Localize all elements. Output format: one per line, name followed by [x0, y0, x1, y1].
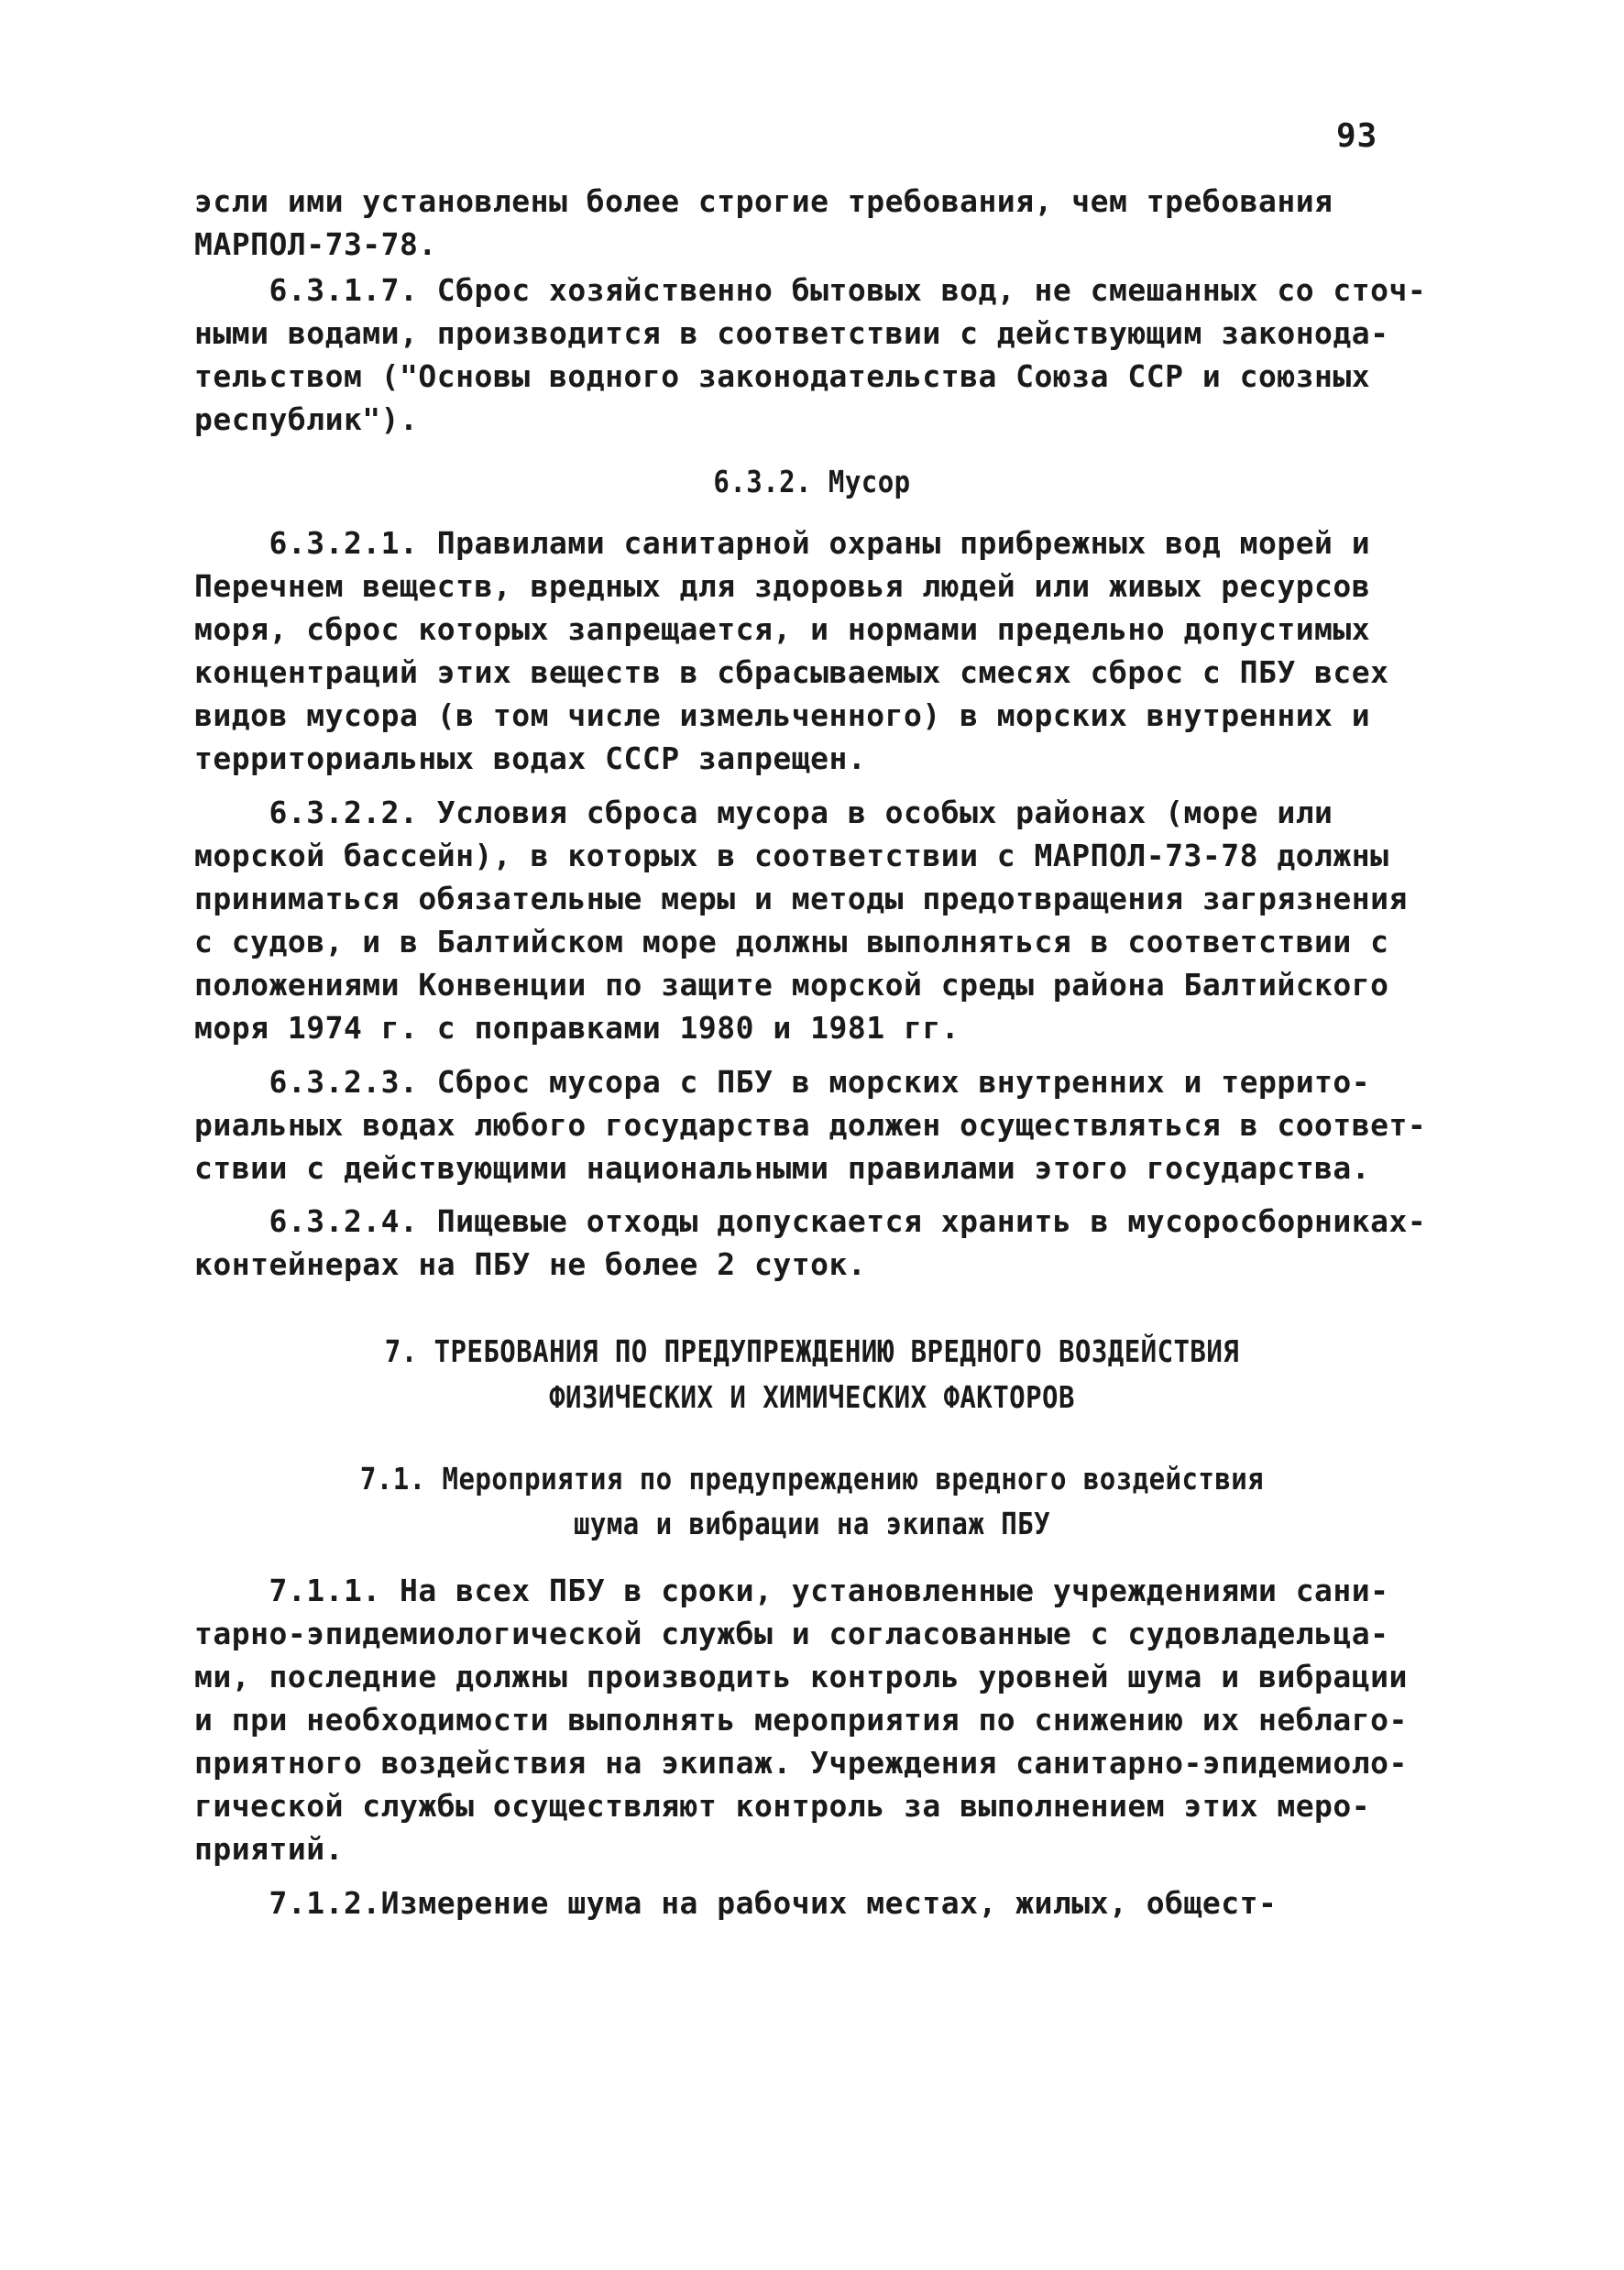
page-number: 93: [1336, 117, 1378, 155]
paragraph-6-3-2-3-line: ствии с действующими национальными правилами этого государства.: [194, 1150, 1371, 1186]
paragraph-6-3-2-1-line: 6.3.2.1. Правилами санитарной охраны прибрежных вод морей и: [194, 525, 1371, 561]
paragraph-7-1-2-line: 7.1.2.Измерение шума на рабочих местах, жилых, общест-: [194, 1885, 1278, 1921]
paragraph-6-3-2-1-line: Перечнем веществ, вредных для здоровья людей или живых ресурсов: [194, 568, 1371, 604]
paragraph-6-3-2-2-line: положениями Конвенции по защите морской среды района Балтийского: [194, 967, 1389, 1003]
paragraph-6-3-2-1-line: территориальных водах СССР запрещен.: [194, 740, 867, 776]
paragraph-7-1-1-line: и при необходимости выполнять мероприятия по снижению их неблаго-: [194, 1702, 1408, 1738]
paragraph-6-3-2-4-line: контейнерах на ПБУ не более 2 суток.: [194, 1246, 867, 1282]
paragraph-6-3-1-7-line: тельством ("Основы водного законодательства Союза ССР и союзных: [194, 358, 1371, 394]
paragraph-7-1-1-line: ми, последние должны производить контроль уровней шума и вибрации: [194, 1659, 1408, 1694]
paragraph-6-3-2-3-line: риальных водах любого государства должен осуществляться в соответ-: [194, 1107, 1427, 1143]
section-heading-7-1: 7.1. Мероприятия по предупреждению вредного воздействия: [359, 1461, 1265, 1497]
paragraph-6-3-1-7-line: республик").: [194, 401, 419, 437]
section-heading-6-3-2: 6.3.2. Мусор: [713, 464, 911, 499]
chapter-heading-7: 7. ТРЕБОВАНИЯ ПО ПРЕДУПРЕЖДЕНИЮ ВРЕДНОГО ВОЗДЕЙСТВИЯ: [384, 1333, 1240, 1369]
paragraph-7-1-1-line: тарно-эпидемиологической службы и согласованные с судовладельца-: [194, 1616, 1389, 1651]
paragraph-7-1-1-line: приятного воздействия на экипаж. Учреждения санитарно-эпидемиоло-: [194, 1745, 1408, 1781]
paragraph-6-3-2-2-line: моря 1974 г. с поправками 1980 и 1981 гг.: [194, 1010, 960, 1046]
chapter-heading-7: ФИЗИЧЕСКИХ И ХИМИЧЕСКИХ ФАКТОРОВ: [549, 1379, 1075, 1415]
paragraph-6-3-2-3-line: 6.3.2.3. Сброс мусора с ПБУ в морских внутренних и террито-: [194, 1064, 1371, 1100]
paragraph-6-3-1-7-line: ными водами, производится в соответствии с действующим законода-: [194, 315, 1389, 351]
paragraph-7-1-1-line: 7.1.1. На всех ПБУ в сроки, установленные учреждениями сани-: [194, 1573, 1389, 1608]
text-line: МАРПОЛ-73-78.: [194, 226, 437, 262]
paragraph-6-3-2-2-line: морской бассейн), в которых в соответствии с МАРПОЛ-73-78 должны: [194, 838, 1389, 873]
section-heading-7-1: шума и вибрации на экипаж ПБУ: [573, 1506, 1051, 1541]
paragraph-7-1-1-line: гической службы осуществляют контроль за выполнением этих меро-: [194, 1788, 1371, 1824]
paragraph-6-3-2-1-line: видов мусора (в том числе измельченного) в морских внутренних и: [194, 697, 1371, 733]
paragraph-6-3-1-7-line: 6.3.1.7. Сброс хозяйственно бытовых вод, не смешанных со сточ-: [194, 272, 1427, 308]
paragraph-6-3-2-1-line: концентраций этих веществ в сбрасываемых смесях сброс с ПБУ всех: [194, 654, 1389, 690]
paragraph-6-3-2-1-line: моря, сброс которых запрещается, и нормами предельно допустимых: [194, 611, 1371, 647]
paragraph-6-3-2-4-line: 6.3.2.4. Пищевые отходы допускается хранить в мусоросборниках-: [194, 1203, 1427, 1239]
paragraph-6-3-2-2-line: 6.3.2.2. Условия сброса мусора в особых районах (море или: [194, 795, 1333, 830]
text-line: эсли ими установлены более строгие требования, чем требования: [194, 183, 1333, 219]
paragraph-7-1-1-line: приятий.: [194, 1831, 344, 1867]
paragraph-6-3-2-2-line: приниматься обязательные меры и методы предотвращения загрязнения: [194, 881, 1408, 916]
paragraph-6-3-2-2-line: с судов, и в Балтийском море должны выполняться в соответствии с: [194, 924, 1389, 960]
